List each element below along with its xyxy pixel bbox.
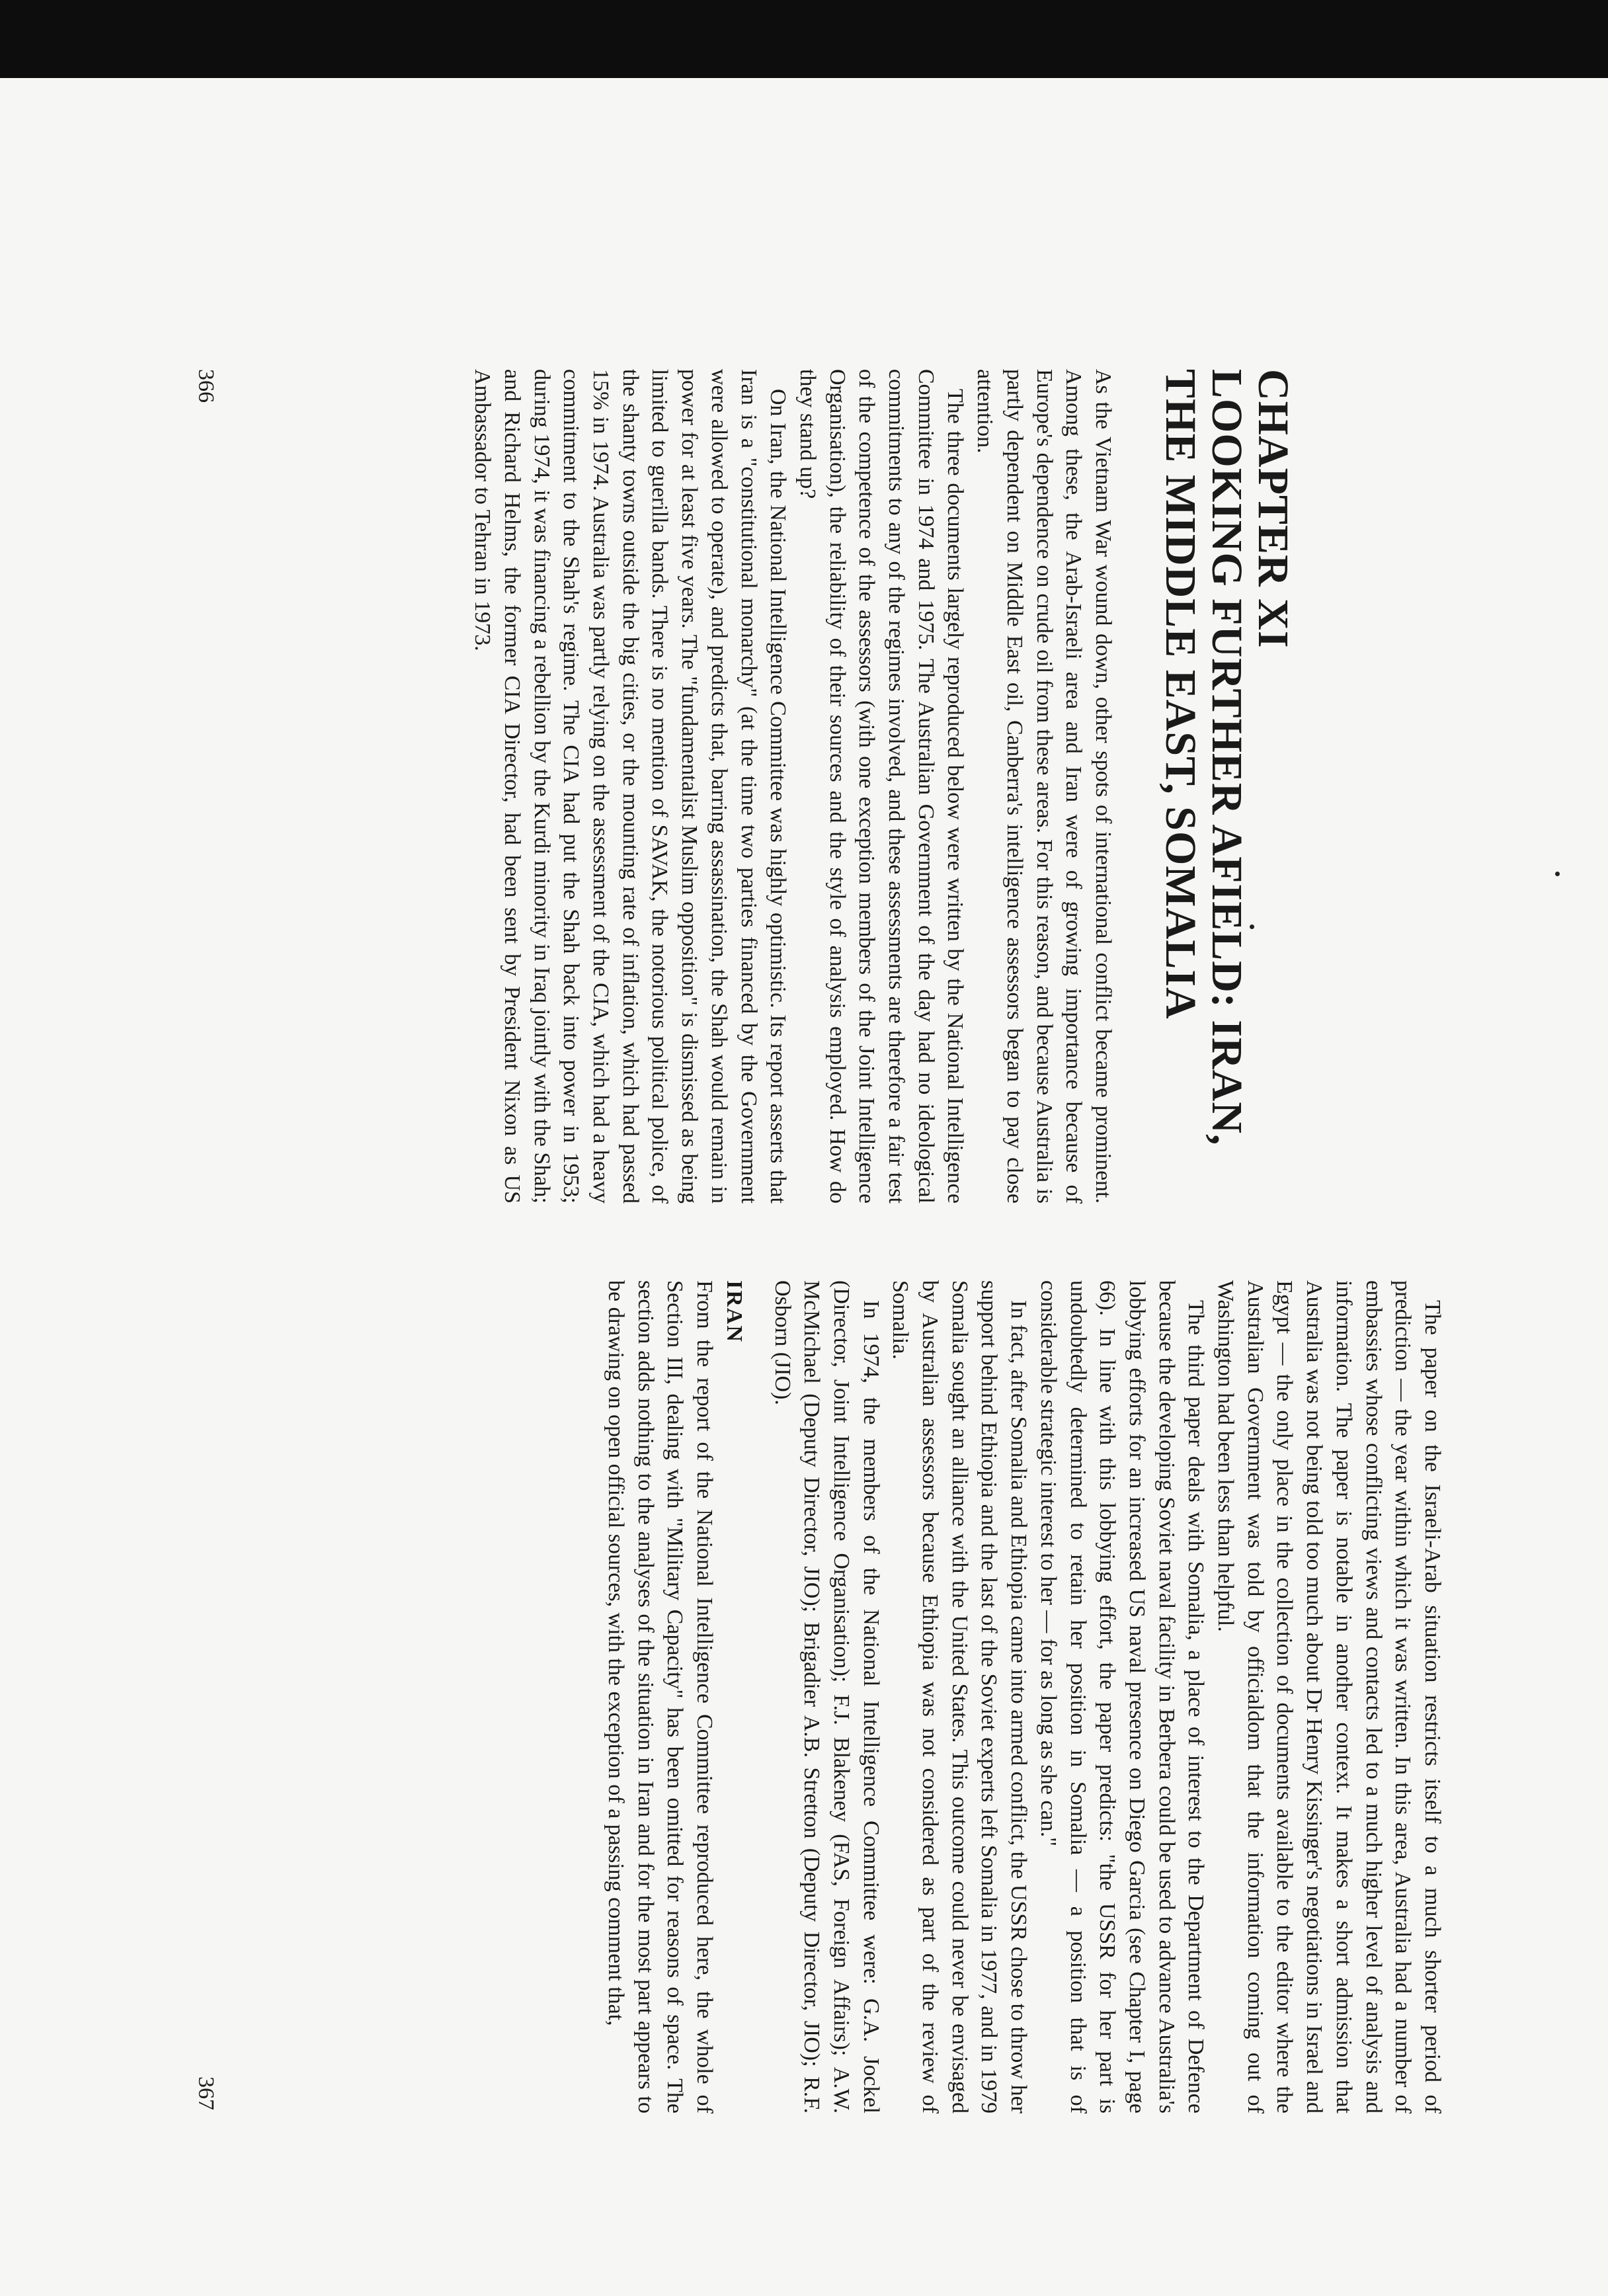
- right-text-column: [600, 1280, 1447, 2113]
- left-text-column: [467, 369, 1117, 1204]
- paragraph: In fact, after Somalia and Ethiopia came into armed conflict, the USSR chose to throw her support behind Ethiopia and the last of the Soviet experts left Somalia in 1977, and in 1979 Somalia sought an alliance with the United States. This outcome could never be envisaged by Australian assessors because Ethiopia was not considered as part of the review of Somalia.: [888, 1280, 1031, 2113]
- paragraph: The paper on the Israeli-Arab situation restricts itself to a much shorter period of prediction — the year within which it was written. In this area, Australia had a number of embassies whose conflicting views and contacts led to a much higher level of analysis and information. The paper is notable in another context. It makes a short admission that Australia was not being told too much about Dr Henry Kissinger's negotiations in Israel and Egypt — the only place in the collection of documents available to the editor where the Australian Government was told by officialdom that the information coming out of Washington had been less than helpful.: [1213, 1280, 1445, 2113]
- scan-edge-shadow: [0, 0, 1608, 78]
- book-spread: [0, 145, 1608, 2262]
- paragraph: The three documents largely reproduced below were written by the National Intelligence Committee in 1974 and 1975. The Australian Government of the day had no ideological commitments to any of the regimes involved, and these assessments are therefore a fair test of the competence of the assessors (with one exception members of the Joint Intelligence Organisation), the reliability of their sources and the style of analysis employed. How do they stand up?: [795, 369, 968, 1204]
- paragraph: From the report of the National Intelligence Committee reproduced here, the whole of Section III, dealing with "Military Capacity" has been omitted for reasons of space. The section adds nothing to the analyses of the situation in Iran and for the most part appears to be drawing on open official sources, with the exception of a passing comment that,: [604, 1280, 717, 2113]
- paragraph: In 1974, the members of the National Intelligence Committee were: G.A. Jockel (Director, Joint Intelligence Organisation); F.J. Blakeney (FAS, Foreign Affairs); A.W. McMichael (Deputy Director, JIO); Brigadier A.B. Stretton (Deputy Director, JIO); R.F. Osborn (JIO).: [770, 1280, 883, 2113]
- section-heading: IRAN: [721, 1280, 746, 1343]
- chapter-heading: [1157, 369, 1296, 1202]
- chapter-label: CHAPTER XI: [1249, 369, 1297, 649]
- right-page: [0, 1217, 1608, 2262]
- paragraph: On Iran, the National Intelligence Committee was highly optimistic. Its report asserts that Iran is a "constitutional monarchy" (at the time two parties financed by the Government were allowed to operate), and predicts that, barring assassination, the Shah would remain in power for at least five years. The "fundamentalist Muslim opposition" is dismissed as being limited to guerilla bands. There is no mention of SAVAK, the notorious political police, of the shanty towns outside the big cities, or the mounting rate of inflation, which had passed 15% in 1974. Australia was partly relying on the assessment of the CIA, which had a heavy commitment to the Shah's regime. The CIA had put the Shah back into power in 1953; during 1974, it was financing a rebellion by the Kurdi minority in Iraq jointly with the Shah; and Richard Helms, the former CIA Director, had been sent by President Nixon as US Ambassador to Tehran in 1973.: [470, 369, 791, 1204]
- paragraph: The third paper deals with Somalia, a place of interest to the Department of Defence because the developing Soviet naval facility in Berbera could be used to advance Australia's lobbying efforts for an increased US naval presence on Diego Garcia (see Chapter I, page 66). In line with this lobbying effort, the paper predicts: "the USSR for her part is undoubtedly determined to retain her position in Somalia — a position that is of considerable strategic interest to her — for as long as she can.": [1035, 1280, 1209, 2113]
- page-number: 366: [194, 369, 218, 403]
- left-page: [0, 145, 1608, 1204]
- page-number: 367: [194, 2076, 218, 2110]
- paragraph: As the Vietnam War wound down, other spots of international conflict became prominent. Among these, the Arab-Israeli area and Iran were of growing importance because of Europe's dependence on crude oil from these areas. For this reason, and because Australia is partly dependent on Middle East oil, Canberra's intelligence assessors began to pay close attention.: [973, 369, 1115, 1204]
- chapter-title: LOOKING FURTHER AFIELD: IRAN, THE MIDDLE EAST, SOMALIA: [1156, 369, 1251, 1146]
